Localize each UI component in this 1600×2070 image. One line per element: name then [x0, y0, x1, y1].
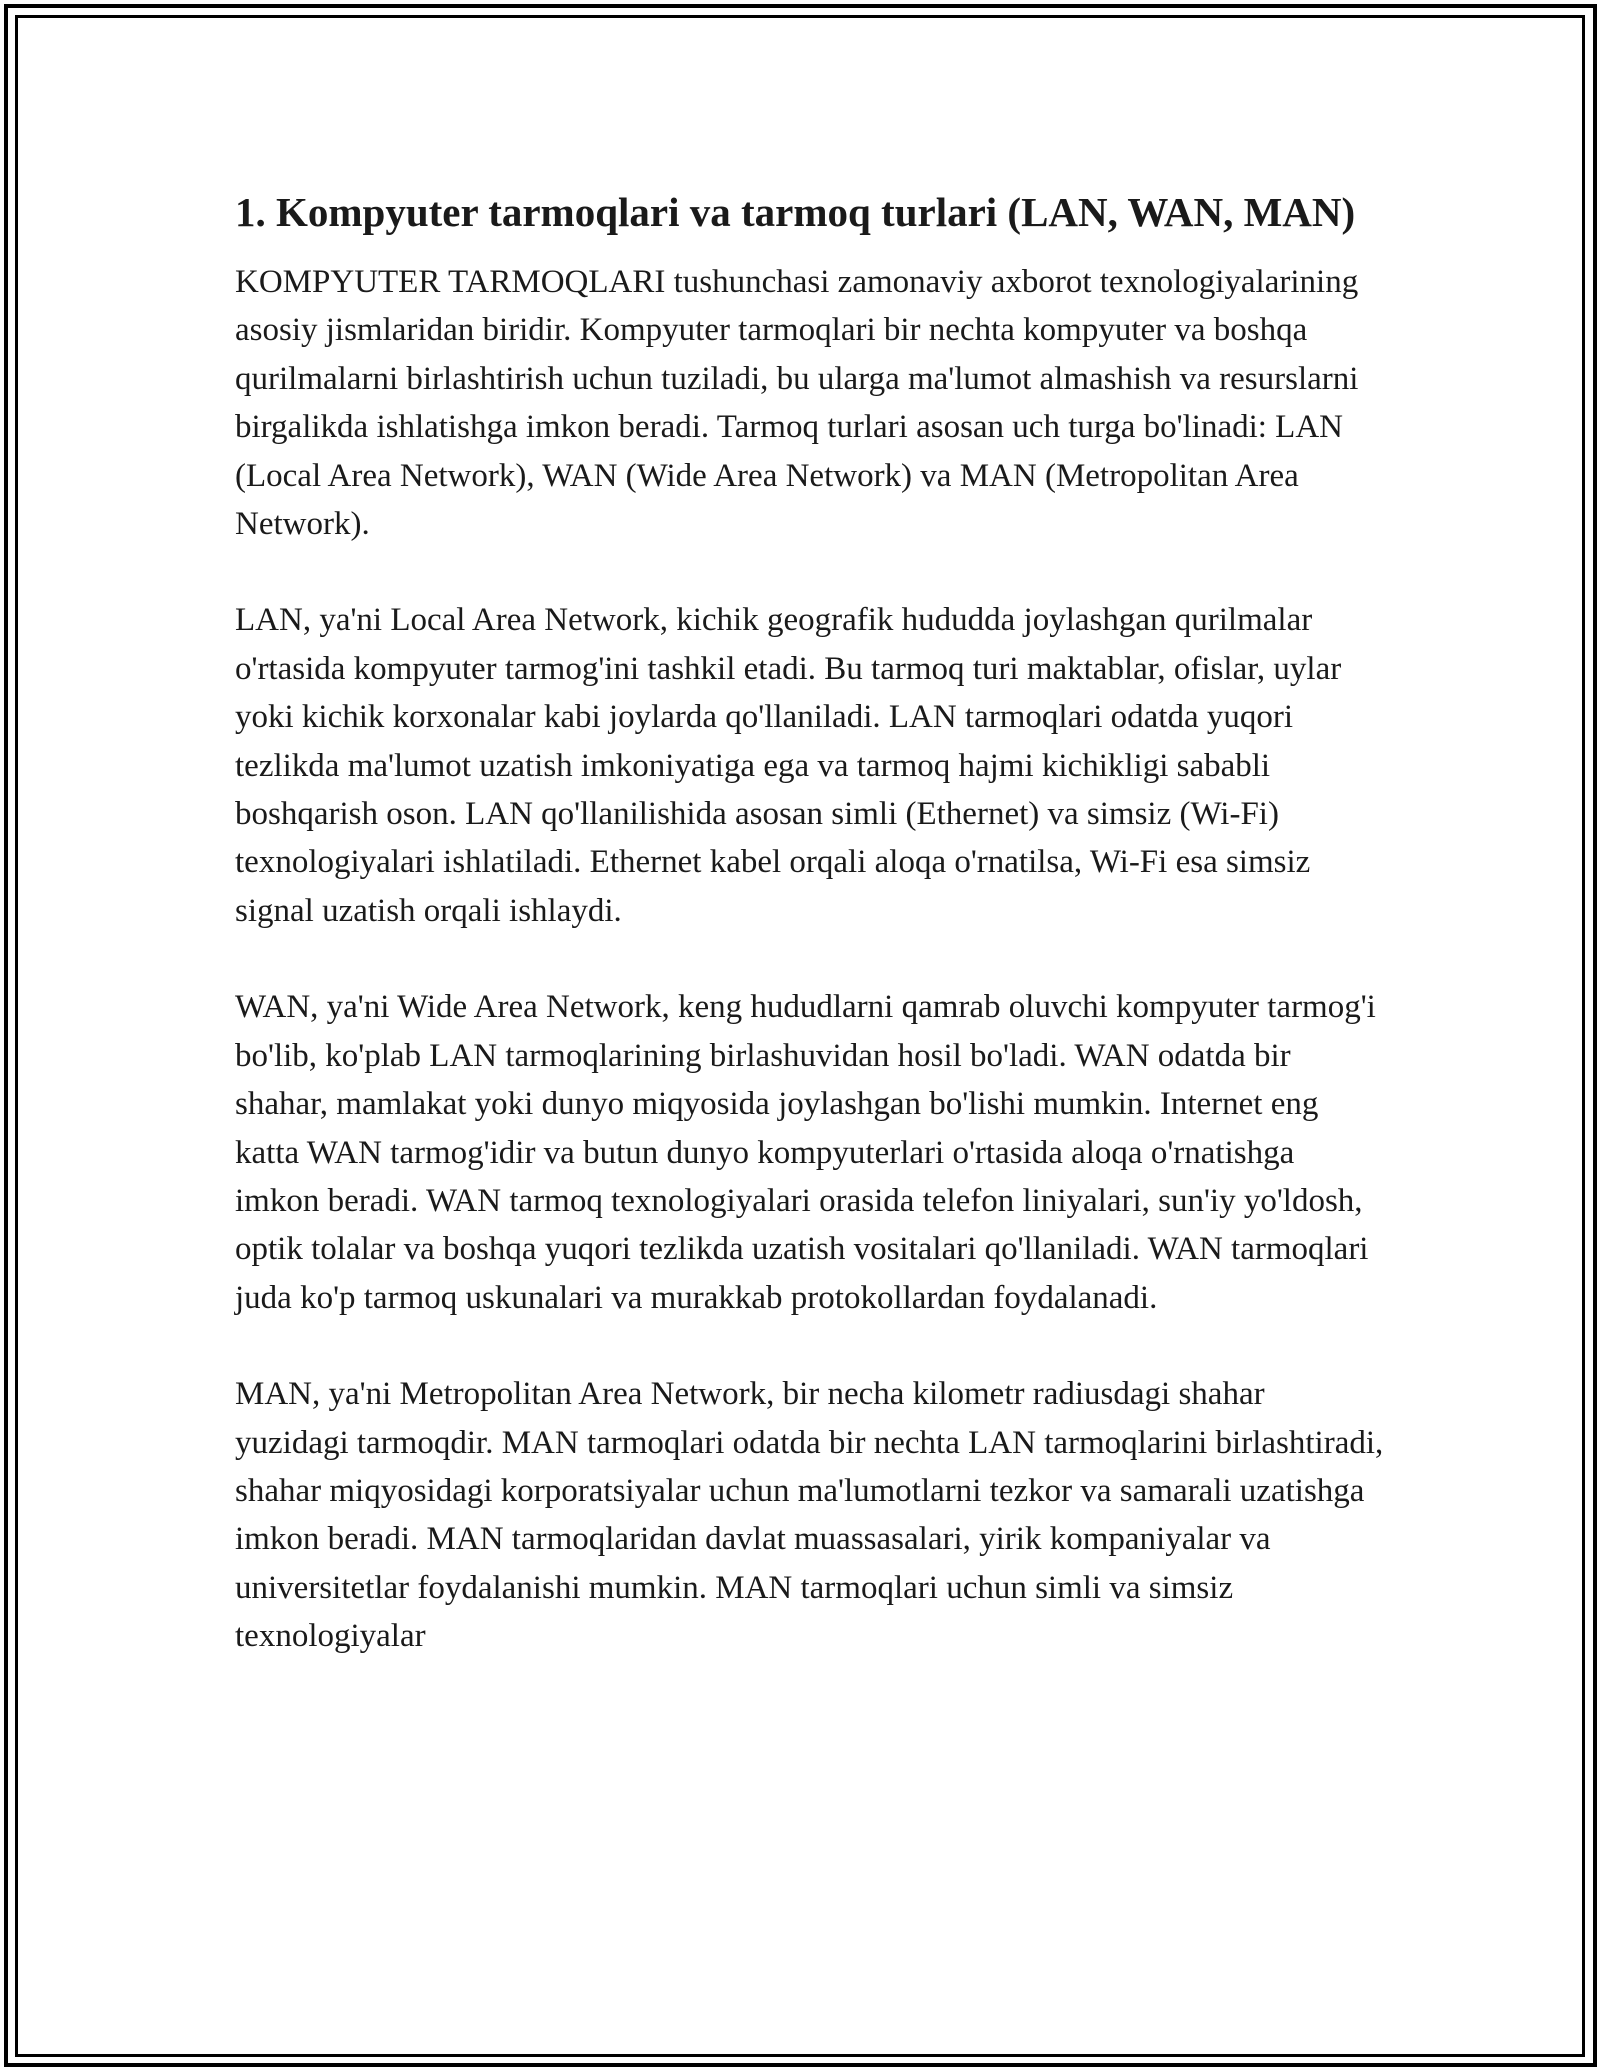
- document-body: [235, 185, 1385, 1709]
- paragraph-intro: KOMPYUTER TARMOQLARI tushunchasi zamonaviy axborot texnologiyalarining asosiy jismlaridan biridir. Kompyuter tarmoqlari bir nechta kompyuter va boshqa qurilmalarni birlashtirish uchun tuziladi, bu ularga ma'lumot almashish va resurslarni birgalikda ishlatishga imkon beradi. Tarmoq turlari asosan uch turga bo'linadi: LAN (Local Area Network), WAN (Wide Area Network) va MAN (Metropolitan Area Network).: [235, 264, 1359, 543]
- paragraph-wan: WAN, ya'ni Wide Area Network, keng hududlarni qamrab oluvchi kompyuter tarmog'i bo'lib, ko'plab LAN tarmoqlarining birlashuvidan hosil bo'ladi. WAN odatda bir shahar, mamlakat yoki dunyo miqyosida joylashgan bo'lishi mumkin. Internet eng katta WAN tarmog'idir va butun dunyo kompyuterlari o'rtasida aloqa o'rnatishga imkon beradi. WAN tarmoq texnologiyalari orasida telefon liniyalari, sun'iy yo'ldosh, optik tolalar va boshqa yuqori tezlikda uzatish vositalari qo'llaniladi. WAN tarmoqlari juda ko'p tarmoq uskunalari va murakkab protokollardan foydalanadi.: [235, 989, 1376, 1316]
- paragraph-lan: LAN, ya'ni Local Area Network, kichik geografik hududda joylashgan qurilmalar o'rtasida kompyuter tarmog'ini tashkil etadi. Bu tarmoq turi maktablar, ofislar, uylar yoki kichik korxonalar kabi joylarda qo'llaniladi. LAN tarmoqlari odatda yuqori tezlikda ma'lumot uzatish imkoniyatiga ega va tarmoq hajmi kichikligi sababli boshqarish oson. LAN qo'llanilishida asosan simli (Ethernet) va simsiz (Wi-Fi) texnologiyalari ishlatiladi. Ethernet kabel orqali aloqa o'rnatilsa, Wi-Fi esa simsiz signal uzatish orqali ishlaydi.: [235, 602, 1342, 929]
- document-title: 1. Kompyuter tarmoqlari va tarmoq turlari (LAN, WAN, MAN): [235, 189, 1356, 235]
- paragraph-man: MAN, ya'ni Metropolitan Area Network, bir necha kilometr radiusdagi shahar yuzidagi tarmoqdir. MAN tarmoqlari odatda bir nechta LAN tarmoqlarini birlashtiradi, shahar miqyosidagi korporatsiyalar uchun ma'lumotlarni tezkor va samarali uzatishga imkon beradi. MAN tarmoqlaridan davlat muassasalari, yirik kompaniyalar va universitetlar foydalanishi mumkin. MAN tarmoqlari uchun simli va simsiz texnologiyalar: [235, 1376, 1384, 1655]
